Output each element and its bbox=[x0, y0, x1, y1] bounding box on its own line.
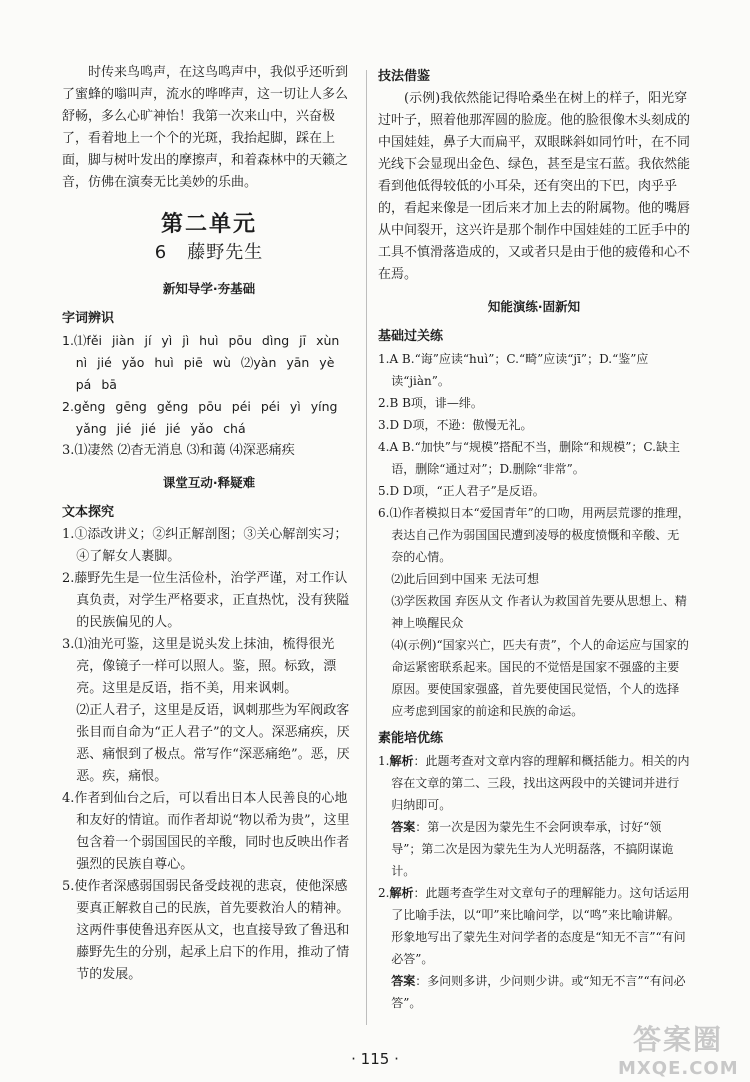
basic-answer-2: 2.B B项，诽—绯。 bbox=[378, 396, 483, 410]
text-answer-5: 5.使作者深感弱国弱民备受歧视的悲哀，使他深感要真正解救自己的民族，首先要救治人的精神。这两件事使鲁迅弃医从文，也直接导致了鲁迅和藤野先生的分别，起承上启下的作用，推动了情节的发展。 bbox=[62, 879, 350, 982]
basic-answer-1: 1.A B.“诲”应读“huì”；C.“畸”应读“jī”；D.“鉴”应读“jiàn”。 bbox=[378, 352, 649, 388]
analysis-text: ：此题考查学生对文章句子的理解能力。这句话运用了比喻手法，以“叩”来比喻问学，以“鸣”来比喻讲解。形象地写出了蒙先生对问学者的态度是“知无不言”“有问必答”。 bbox=[391, 886, 690, 966]
answer-3: 3.⑴凄然 ⑵杳无消息 ⑶和蔼 ⑷深恶痛疾 bbox=[62, 443, 295, 458]
column-divider bbox=[366, 70, 367, 1025]
lesson-heading bbox=[62, 242, 356, 264]
left-column bbox=[62, 62, 356, 986]
watermark-line-1: 答案圈 bbox=[632, 1023, 723, 1056]
quality-answer-1 bbox=[378, 816, 690, 882]
section-heading-basic: 基础过关练 bbox=[378, 329, 444, 344]
answer-1-line-b: nì jié yǎo huì piē wù ⑵yàn yān yè bbox=[75, 355, 335, 370]
example-paragraph: (示例)我依然能记得哈桑坐在树上的样子，阳光穿过叶子，照着他那浑圆的脸庞。他的脸很像木头刻成的中国娃娃，鼻子大而扁平，双眼眯斜如同竹叶，在不同光线下会显现出金色、绿色，甚至是宝石蓝。我依然能看到他低得较低的小耳朵，还有突出的下巴，肉乎乎的，看起来像是一团后来才加上去的附属物。他的嘴唇从中间裂开，这兴许是那个制作中国娃娃的工匠手中的工具不慎滑落造成的，又或者只是由于他的疲倦和心不在焉。 bbox=[378, 91, 691, 282]
text-answer-3a: 3.⑴油光可鉴，这里是说头发上抹油，梳得很光亮，像镜子一样可以照人。鉴，照。标致，漂亮。这里是反语，指不美，用来讽刺。 bbox=[62, 637, 337, 696]
answer-2-line-a: 2.gěng gēng gěng pōu péi péi yì yíng bbox=[62, 399, 338, 414]
answer-2-line-b: yǎng jié jié jié yǎo chá bbox=[75, 421, 246, 436]
answer-text: ：多问则多讲，少问则少讲。或“知无不言”“有问必答”。 bbox=[391, 974, 686, 1010]
quality-analysis-1: 1.解析：此题考查对文章内容的理解和概括能力。相关的内容在文章的第二、三段，找出这两段中的关键词并进行归纳即可。 bbox=[378, 754, 690, 812]
text-answer-1: 1.①添改讲义；②纠正解剖图；③关心解剖实习；④了解女人裹脚。 bbox=[62, 527, 348, 564]
text-answer-3b: ⑵正人君子，这里是反语，讽刺那些为军阀政客张目而自命为“正人君子”的文人。深恶痛疾，厌恶、痛恨到了极点。常写作“深恶痛绝”。恶，厌恶。疾，痛恨。 bbox=[76, 703, 350, 784]
basic-answer-5: 5.D D项，“正人君子”是反语。 bbox=[378, 484, 545, 498]
basic-answer-6b: ⑵此后回到中国来 无法可想 bbox=[391, 572, 540, 586]
section-heading-technique: 技法借鉴 bbox=[378, 69, 431, 84]
answer-1-line-c: pá bā bbox=[75, 377, 117, 392]
answer-label: 答案 bbox=[391, 974, 416, 988]
analysis-label: 解析 bbox=[389, 886, 414, 900]
right-column bbox=[378, 62, 690, 1014]
quality-answer-2 bbox=[378, 970, 690, 1014]
basic-answer-6a: 6.⑴作者模拟日本“爱国青年”的口吻，用两层荒谬的推理，表达自己作为弱国国民遭到凌辱的极度愤慨和辛酸、无奈的心情。 bbox=[378, 506, 690, 564]
section-heading-quality: 素能培优练 bbox=[378, 731, 444, 746]
section-banner-3: 知能演练·固新知 bbox=[487, 299, 581, 314]
section-banner-1: 新知导学·夯基础 bbox=[162, 281, 256, 296]
section-banner-2: 课堂互动·释疑难 bbox=[162, 475, 256, 490]
basic-answer-4: 4.A B.“加快”与“规模”搭配不当，删除“和规模”；C.缺主语，删除“通过对”；D.删除“非常”。 bbox=[378, 440, 680, 476]
continuation-paragraph: 时传来鸟鸣声，在这鸟鸣声中，我似乎还听到了蜜蜂的嗡叫声，流水的哗哗声，这一切让人多么舒畅，多么心旷神怡！我第一次来山中，兴奋极了，看着地上一个个的光斑，我抬起脚，踩在上面，脚与树叶发出的摩擦声，和着森林中的天籁之音，仿佛在演奏无比美妙的乐曲。 bbox=[62, 65, 349, 190]
quality-analysis-2: 2.解析：此题考查学生对文章句子的理解能力。这句话运用了比喻手法，以“叩”来比喻问学，以“鸣”来比喻讲解。形象地写出了蒙先生对问学者的态度是“知无不言”“有问必答”。 bbox=[378, 886, 690, 966]
watermark-logo bbox=[618, 1018, 738, 1078]
section-heading-text: 文本探究 bbox=[62, 505, 115, 520]
basic-answer-6c: ⑶学医救国 弃医从文 作者认为救国首先要从思想上、精神上唤醒民众 bbox=[391, 594, 687, 630]
lesson-title: 藤野先生 bbox=[187, 242, 264, 263]
analysis-text: ：此题考查对文章内容的理解和概括能力。相关的内容在文章的第二、三段，找出这两段中的关键词并进行归纳即可。 bbox=[391, 754, 690, 812]
basic-answer-6d: ⑷(示例)“国家兴亡，匹夫有责”，个人的命运应与国家的命运紧密联系起来。国民的不觉悟是国家不强盛的主要原因。要使国家强盛，首先要使国民觉悟，个人的选择应考虑到国家的前途和民族的命运。 bbox=[391, 638, 689, 718]
unit-title: 第二单元 bbox=[160, 212, 257, 237]
watermark-line-2: MXQE.COM bbox=[618, 1058, 739, 1079]
answer-1-line-a: 1.⑴fěi jiàn jí yì jì huì pōu dìng jī xùn bbox=[62, 333, 340, 348]
text-answer-4: 4.作者到仙台之后，可以看出日本人民善良的心地和友好的情谊。而作者却说“物以希为贵”，这里包含着一个弱国国民的辛酸，同时也反映出作者强烈的民族自尊心。 bbox=[62, 791, 350, 872]
lesson-number: 6 bbox=[154, 242, 168, 263]
page-number: · 115 · bbox=[351, 1050, 399, 1068]
answer-label: 答案 bbox=[391, 820, 416, 834]
section-heading-vocab: 字词辨识 bbox=[62, 311, 115, 326]
analysis-label: 解析 bbox=[389, 754, 414, 768]
text-answer-2: 2.藤野先生是一位生活俭朴，治学严谨，对工作认真负责，对学生严格要求，正直热忱，没有狭隘的民族偏见的人。 bbox=[62, 571, 350, 630]
basic-answer-3: 3.D D项，不逊：傲慢无礼。 bbox=[378, 418, 533, 432]
answer-text: ：第一次是因为蒙先生不会阿谀奉承，讨好“领导”；第二次是因为蒙先生为人光明磊落，不搞阴谋诡计。 bbox=[391, 820, 674, 878]
